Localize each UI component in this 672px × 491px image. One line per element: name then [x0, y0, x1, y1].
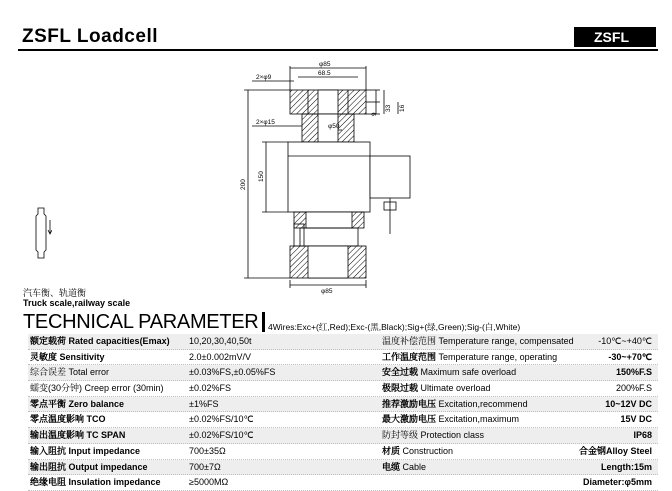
loadcell-side-icon	[30, 204, 52, 262]
spec-row	[28, 412, 658, 428]
spec-label-left-cn: 额定载荷	[30, 336, 67, 346]
spec-label-right	[382, 412, 519, 426]
spec-label-right-en: Excitation,recommend	[438, 398, 528, 409]
spec-value-left: 2.0±0.002mV/V	[189, 351, 251, 362]
spec-label-left	[30, 460, 190, 474]
spec-row	[28, 428, 658, 444]
spec-value-left: ±0.02%FS/10℃	[189, 430, 254, 441]
spec-label-left-en: TCO	[86, 414, 106, 425]
spec-value-right: 200%F.S	[615, 383, 652, 394]
header-rule	[18, 49, 658, 51]
spec-label-left-cn: 综合误差	[30, 367, 67, 378]
spec-label-left	[30, 397, 190, 411]
spec-label-left-en: TC SPAN	[86, 430, 126, 441]
spec-value-right: 150%F.S	[615, 367, 652, 378]
spec-table	[28, 334, 658, 491]
spec-value-right: -30~+70℃	[608, 351, 652, 362]
spec-label-right-en: Excitation,maximum	[438, 414, 520, 425]
spec-label-left	[30, 412, 190, 426]
spec-label-right	[382, 428, 484, 442]
spec-label-right-en: Cable	[402, 461, 427, 472]
spec-label-left-cn: 输入阻抗	[30, 445, 67, 456]
spec-label-left-en: Total error	[68, 367, 110, 378]
spec-label-right-cn: 材质	[382, 445, 401, 456]
spec-label-left-cn: 输出阻抗	[30, 461, 67, 472]
spec-label-left	[30, 334, 190, 348]
dim-9: 9	[371, 112, 378, 116]
spec-label-right-cn: 温度补偿范围	[382, 336, 437, 346]
dim-150: 150	[258, 171, 265, 182]
dim-33: 33	[385, 104, 392, 112]
caption-en: Truck scale,railway scale	[23, 298, 131, 308]
spec-label-right	[382, 460, 426, 474]
section-divider	[262, 312, 265, 332]
caption-cn: 汽车衡、轨道衡	[23, 288, 87, 298]
spec-label-left	[30, 381, 190, 395]
spec-value-left: 700±7Ω	[189, 461, 221, 472]
spec-row	[28, 460, 658, 476]
spec-value-right: 合金钢Alloy Steel	[578, 445, 652, 456]
spec-label-left-en: Input impedance	[68, 445, 141, 456]
spec-value-right: IP68	[633, 430, 652, 441]
dim-bore: φ50	[328, 123, 340, 130]
spec-value-left: 700±35Ω	[189, 445, 226, 456]
spec-label-right-en: Construction	[402, 445, 454, 456]
spec-value-right: -10℃~+40℃	[598, 336, 652, 346]
spec-value-left: 10,20,30,40,50t	[189, 336, 252, 346]
spec-label-right-en: Ultimate overload	[420, 383, 491, 394]
spec-label-right	[382, 334, 574, 348]
spec-label-left-en: Sensitivity	[59, 351, 105, 362]
spec-label-left	[30, 444, 190, 458]
spec-value-left: ±0.02%FS/10℃	[189, 414, 254, 425]
spec-label-left-en: Rated capacities(Emax)	[68, 336, 170, 346]
spec-label-left-cn: 灵敏度	[30, 351, 58, 362]
spec-label-right-cn: 防封等级	[382, 430, 419, 441]
spec-value-right: Length:15m	[600, 461, 652, 472]
spec-label-left-en: Zero balance	[68, 398, 125, 409]
spec-value-right: 10~12V DC	[605, 398, 652, 409]
spec-label-right	[382, 397, 528, 411]
spec-row	[28, 397, 658, 413]
spec-label-left-en: Output impedance	[68, 461, 148, 472]
dim-base-width: φ85	[321, 288, 333, 295]
spec-row	[28, 334, 658, 350]
spec-label-left	[30, 475, 190, 489]
spec-label-right-en: Temperature range, compensated	[438, 336, 574, 346]
spec-value-left: ±0.02%FS	[189, 383, 231, 394]
spec-label-right-cn: 安全过载	[382, 367, 419, 378]
dim-200: 200	[240, 179, 247, 190]
dim-16: 16	[399, 104, 406, 112]
section-title: TECHNICAL PARAMETER	[23, 311, 259, 333]
spec-row	[28, 381, 658, 397]
spec-label-right	[382, 381, 491, 395]
spec-label-left-cn: 输出温度影响	[30, 430, 85, 441]
spec-label-left	[30, 365, 190, 379]
spec-row	[28, 350, 658, 366]
spec-label-right-en: Temperature range, operating	[438, 351, 558, 362]
spec-label-right-en: Maximum safe overload	[420, 367, 517, 378]
spec-label-right-en: Protection class	[420, 430, 485, 441]
spec-value-left: ≥5000MΩ	[189, 477, 229, 488]
dim-top-width: φ85	[319, 61, 331, 68]
spec-label-right-cn: 极限过载	[382, 383, 419, 394]
spec-label-left-en: Creep error (30min)	[84, 383, 164, 394]
spec-value-left: ±1%FS	[189, 398, 219, 409]
spec-label-left-cn: 蠕变(30分钟)	[30, 383, 83, 394]
spec-label-right-cn: 电缆	[382, 461, 401, 472]
loadcell-drawing	[190, 56, 430, 296]
spec-label-right-cn: 工作温度范围	[382, 351, 437, 362]
model-badge: ZSFL	[574, 27, 656, 47]
spec-row	[28, 475, 658, 491]
spec-value-right: 15V DC	[620, 414, 652, 425]
dim-inner-width: 68.5	[318, 70, 331, 77]
spec-label-right-cn: 最大激励电压	[382, 414, 437, 425]
dim-holes-top: 2×φ9	[256, 74, 272, 81]
spec-value-left: ±0.03%FS,±0.05%FS	[189, 367, 276, 378]
spec-label-right-cn: 推荐激励电压	[382, 398, 437, 409]
spec-label-left	[30, 350, 190, 364]
spec-row	[28, 444, 658, 460]
spec-label-left	[30, 428, 190, 442]
dim-holes-inner: 2×φ15	[256, 119, 275, 126]
spec-row	[28, 365, 658, 381]
spec-label-right	[382, 444, 453, 458]
spec-label-left-cn: 零点温度影响	[30, 414, 85, 425]
spec-label-left-cn: 绝缘电阻	[30, 477, 67, 488]
spec-label-right	[382, 365, 516, 379]
page-title: ZSFL Loadcell	[22, 26, 159, 47]
spec-label-left-cn: 零点平衡	[30, 398, 67, 409]
wiring-note: 4Wires:Exc+(红,Red);Exc-(黑,Black);Sig+(绿,Green);Sig-(白,White)	[268, 322, 521, 332]
spec-label-right	[382, 350, 557, 364]
spec-value-right: Diameter:φ5mm	[583, 477, 652, 488]
spec-label-left-en: Insulation impedance	[68, 477, 161, 488]
